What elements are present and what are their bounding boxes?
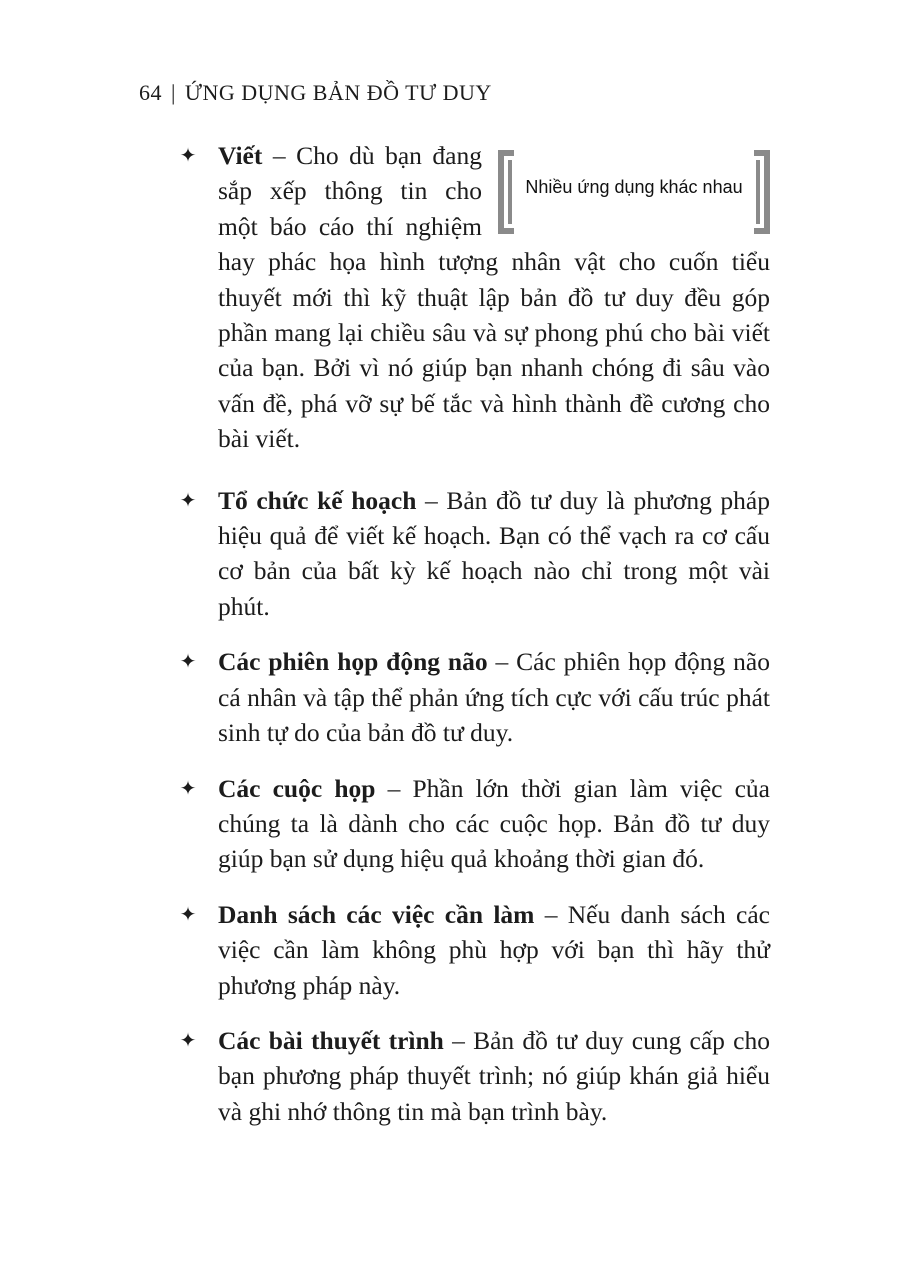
list-item-brainstorming bbox=[176, 644, 770, 750]
star-bullet-icon: ✦ bbox=[179, 649, 197, 674]
book-title: ỨNG DỤNG BẢN ĐỒ TƯ DUY bbox=[184, 80, 492, 105]
item-text: – Cho dù bạn đang sắp xếp thông tin cho một báo cáo thí nghiệm hay phác họa hình tượng nhân vật cho cuốn tiểu thuyết mới thì kỹ thuật lập bản đồ tư duy đều góp phần mang lại chiều sâu và sự phong phú cho bài viết của bạn. Bởi vì nó giúp bạn nhanh chóng đi sâu vào vấn đề, phá vỡ sự bế tắc và hình thành đề cương cho bài viết. bbox=[218, 141, 770, 454]
left-bracket-icon bbox=[498, 150, 514, 234]
list-item-meetings bbox=[176, 771, 770, 877]
star-bullet-icon: ✦ bbox=[179, 487, 197, 512]
item-term: Các phiên họp động não bbox=[218, 647, 488, 677]
page-number: 64 bbox=[139, 80, 162, 105]
callout-text: Nhiều ứng dụng khác nhau bbox=[525, 177, 743, 197]
star-bullet-icon: ✦ bbox=[179, 901, 197, 926]
item-term: Viết bbox=[218, 141, 263, 170]
list-item-writing bbox=[176, 138, 770, 457]
page-body bbox=[176, 138, 770, 1149]
running-header bbox=[139, 80, 492, 106]
item-text: – Nếu danh sách các việc cần làm không phù hợp với bạn thì hãy thử phương pháp này. bbox=[218, 899, 770, 1000]
star-bullet-icon: ✦ bbox=[179, 143, 197, 167]
item-term: Các cuộc họp bbox=[218, 773, 376, 803]
list-item-presentations bbox=[176, 1023, 770, 1129]
item-term: Danh sách các việc cần làm bbox=[218, 899, 535, 929]
item-text: – Các phiên họp động não cá nhân và tập thể phản ứng tích cực với cấu trúc phát sinh tự do của bản đồ tư duy. bbox=[218, 647, 770, 748]
item-term: Tổ chức kế hoạch bbox=[218, 485, 417, 515]
star-bullet-icon: ✦ bbox=[179, 775, 197, 800]
item-text: – Phần lớn thời gian làm việc của chúng ta là dành cho các cuộc họp. Bản đồ tư duy giúp bạn sử dụng hiệu quả khoảng thời gian đó. bbox=[218, 773, 770, 874]
list-item-todo bbox=[176, 897, 770, 1003]
item-text: – Bản đồ tư duy là phương pháp hiệu quả để viết kế hoạch. Bạn có thể vạch ra cơ cấu cơ bản của bất kỳ kế hoạch nào chỉ trong một vài phút. bbox=[218, 485, 771, 621]
right-bracket-icon bbox=[754, 150, 770, 234]
list-item-planning bbox=[176, 483, 770, 625]
item-text: – Bản đồ tư duy cung cấp cho bạn phương pháp thuyết trình; nó giúp khán giả hiểu và ghi nhớ thông tin mà bạn trình bày. bbox=[218, 1025, 770, 1126]
item-term: Các bài thuyết trình bbox=[218, 1025, 444, 1055]
header-separator: | bbox=[171, 80, 176, 105]
pull-quote-callout bbox=[498, 150, 770, 234]
star-bullet-icon: ✦ bbox=[179, 1027, 197, 1052]
